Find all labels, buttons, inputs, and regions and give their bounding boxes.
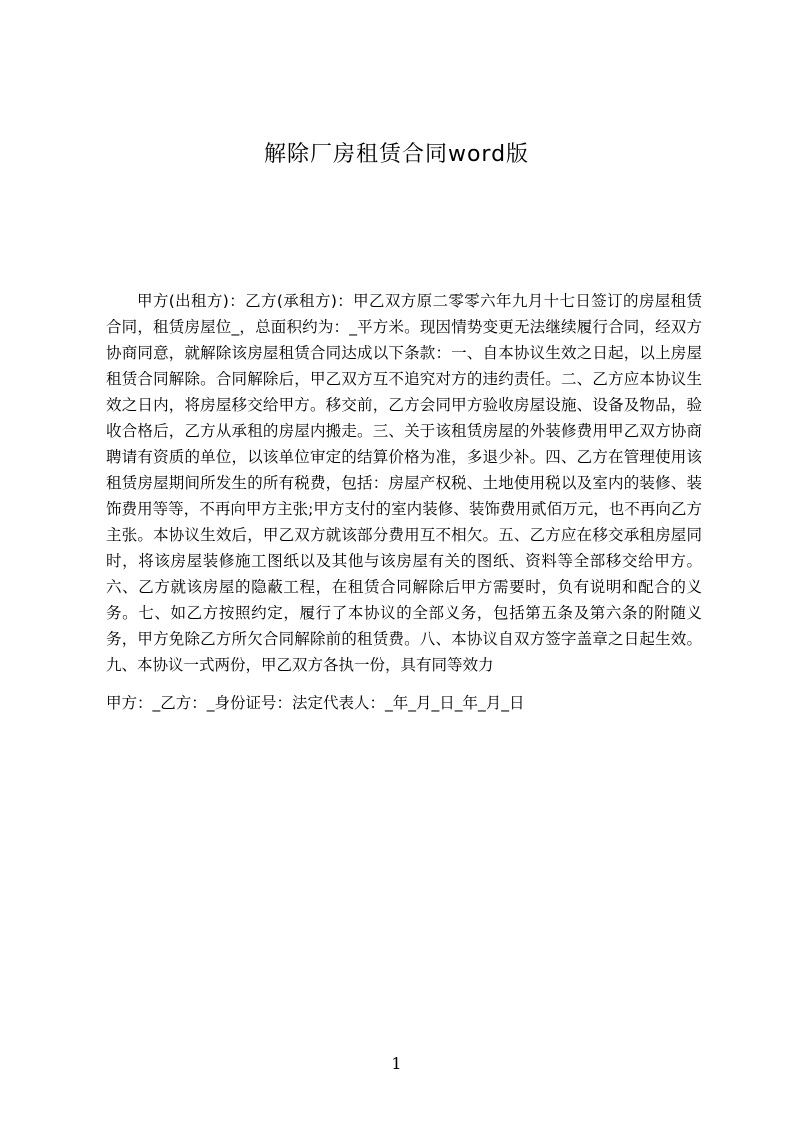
document-title: 解除厂房租赁合同word版 [263, 142, 530, 167]
contract-body [106, 288, 702, 678]
signature-line: 甲方：_乙方：_身份证号：法定代表人：_年_月_日_年_月_日 [106, 694, 525, 712]
contract-paragraph: 甲方(出租方)：乙方(承租方)：甲乙双方原二零零六年九月十七日签订的房屋租赁合同，租赁房屋位_，总面积约为：_平方米。现因情势变更无法继续履行合同，经双方协商同意，就解除该房屋租赁合同达成以下条款：一、自本协议生效之日起，以上房屋租赁合同解除。合同解除后，甲乙双方互不追究对方的违约责任。二、乙方应本协议生效之日内，将房屋移交给甲方。移交前，乙方会同甲方验收房屋设施、设备及物品，验收合格后，乙方从承租的房屋内搬走。三、关于该租赁房屋的外装修费用甲乙双方协商聘请有资质的单位，以该单位审定的结算价格为准，多退少补。四、乙方在管理使用该租赁房屋期间所发生的所有税费，包括：房屋产权税、土地使用税以及室内的装修、装饰费用等等，不再向甲方主张;甲方支付的室内装修、装饰费用贰佰万元，也不再向乙方主张。本协议生效后，甲乙双方就该部分费用互不相欠。五、乙方应在移交承租房屋同时，将该房屋装修施工图纸以及其他与该房屋有关的图纸、资料等全部移交给甲方。六、乙方就该房屋的隐蔽工程，在租赁合同解除后甲方需要时，负有说明和配合的义务。七、如乙方按照约定，履行了本协议的全部义务，包括第五条及第六条的附随义务，甲方免除乙方所欠合同解除前的租赁费。八、本协议自双方签字盖章之日起生效。九、本协议一式两份，甲乙双方各执一份，具有同等效力 [106, 292, 702, 674]
page-number: 1 [391, 1054, 402, 1073]
